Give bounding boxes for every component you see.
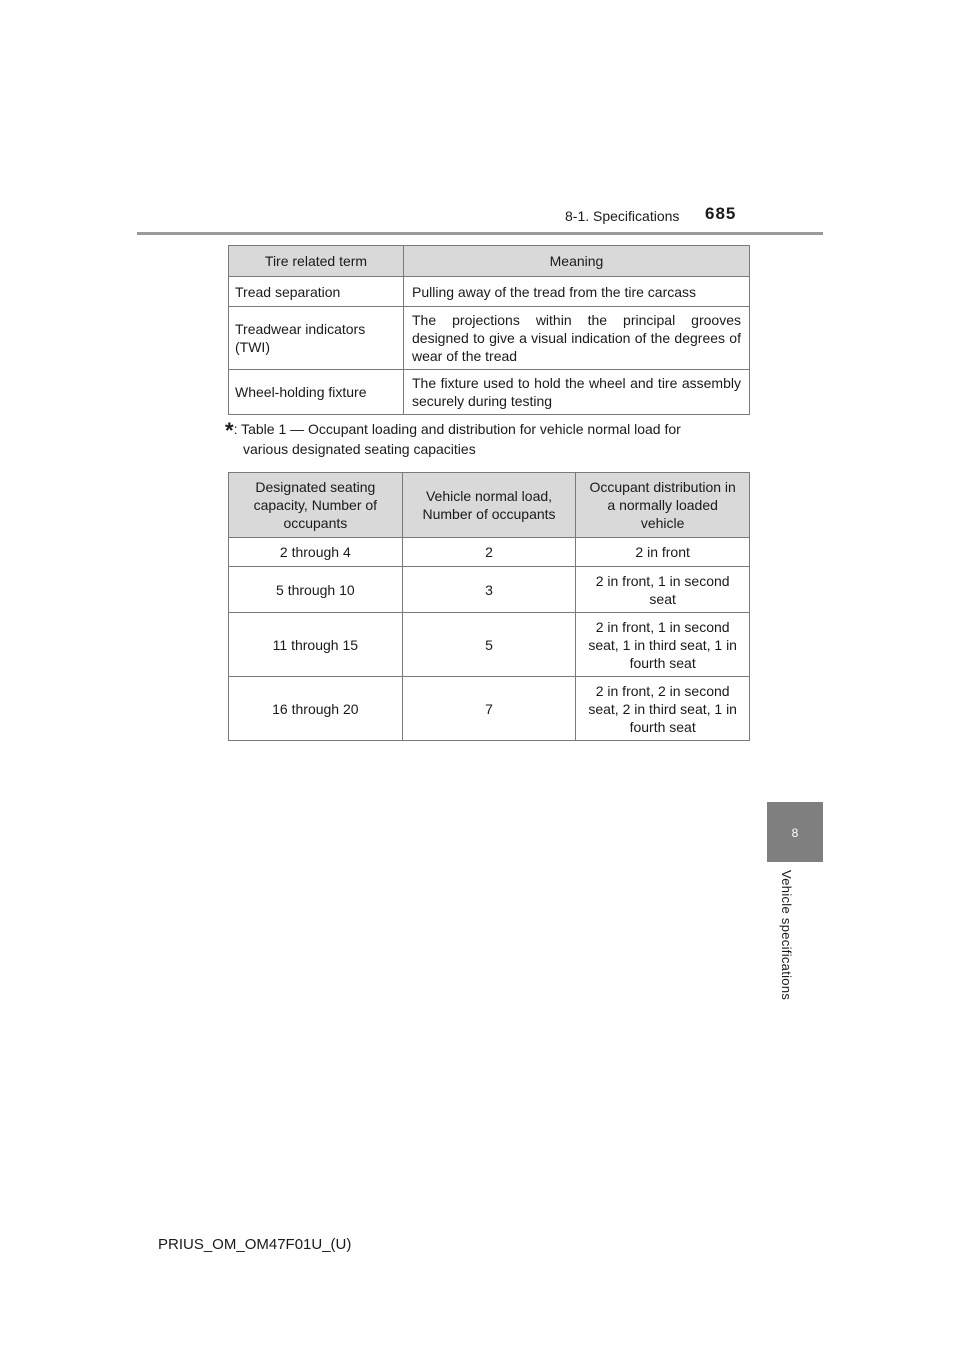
distribution-cell: 2 in front, 1 in second seat, 1 in third seat, 1 in fourth seat xyxy=(576,613,750,677)
seating-capacity-cell: 5 through 10 xyxy=(229,567,403,613)
seating-capacity-cell: 16 through 20 xyxy=(229,677,403,741)
header-divider xyxy=(137,232,823,235)
column-header-meaning: Meaning xyxy=(404,246,750,277)
meaning-cell: The fixture used to hold the wheel and tire assembly securely during testing xyxy=(404,370,750,415)
seating-capacity-cell: 11 through 15 xyxy=(229,613,403,677)
table-row xyxy=(229,277,750,307)
term-cell: Treadwear indicators (TWI) xyxy=(229,307,404,370)
footnote-marker: * xyxy=(225,418,234,443)
column-header-term: Tire related term xyxy=(229,246,404,277)
normal-load-cell: 7 xyxy=(402,677,576,741)
chapter-number: 8 xyxy=(791,826,799,840)
normal-load-cell: 3 xyxy=(402,567,576,613)
document-code: PRIUS_OM_OM47F01U_(U) xyxy=(158,1236,352,1253)
footnote-line-1: : Table 1 — Occupant loading and distribution for vehicle normal load for xyxy=(233,421,681,437)
table-row xyxy=(229,567,750,613)
chapter-label: Vehicle specifications xyxy=(779,870,794,1001)
table-row xyxy=(229,613,750,677)
seating-capacity-cell: 2 through 4 xyxy=(229,538,403,567)
table-header-row xyxy=(229,246,750,277)
occupant-loading-table xyxy=(228,472,750,741)
normal-load-cell: 2 xyxy=(402,538,576,567)
column-header-seating-capacity: Designated seating capacity, Number of occupants xyxy=(229,473,403,538)
table-row xyxy=(229,677,750,741)
meaning-cell: The projections within the principal grooves designed to give a visual indication of the degrees of wear of the tread xyxy=(404,307,750,370)
table-row xyxy=(229,307,750,370)
table-row xyxy=(229,370,750,415)
column-header-normal-load: Vehicle normal load, Number of occupants xyxy=(402,473,576,538)
distribution-cell: 2 in front, 2 in second seat, 2 in third seat, 1 in fourth seat xyxy=(576,677,750,741)
term-cell: Wheel-holding fixture xyxy=(229,370,404,415)
distribution-cell: 2 in front xyxy=(576,538,750,567)
footnote-line-2: various designated seating capacities xyxy=(243,441,476,457)
distribution-cell: 2 in front, 1 in second seat xyxy=(576,567,750,613)
tire-terms-table xyxy=(228,245,750,415)
section-title: 8-1. Specifications xyxy=(565,208,680,224)
footnote xyxy=(225,420,755,459)
table-row xyxy=(229,538,750,567)
normal-load-cell: 5 xyxy=(402,613,576,677)
chapter-tab xyxy=(767,802,823,862)
term-cell: Tread separation xyxy=(229,277,404,307)
page-number: 685 xyxy=(705,204,737,223)
column-header-distribution: Occupant distribution in a normally loaded vehicle xyxy=(576,473,750,538)
table-header-row xyxy=(229,473,750,538)
meaning-cell: Pulling away of the tread from the tire carcass xyxy=(404,277,750,307)
